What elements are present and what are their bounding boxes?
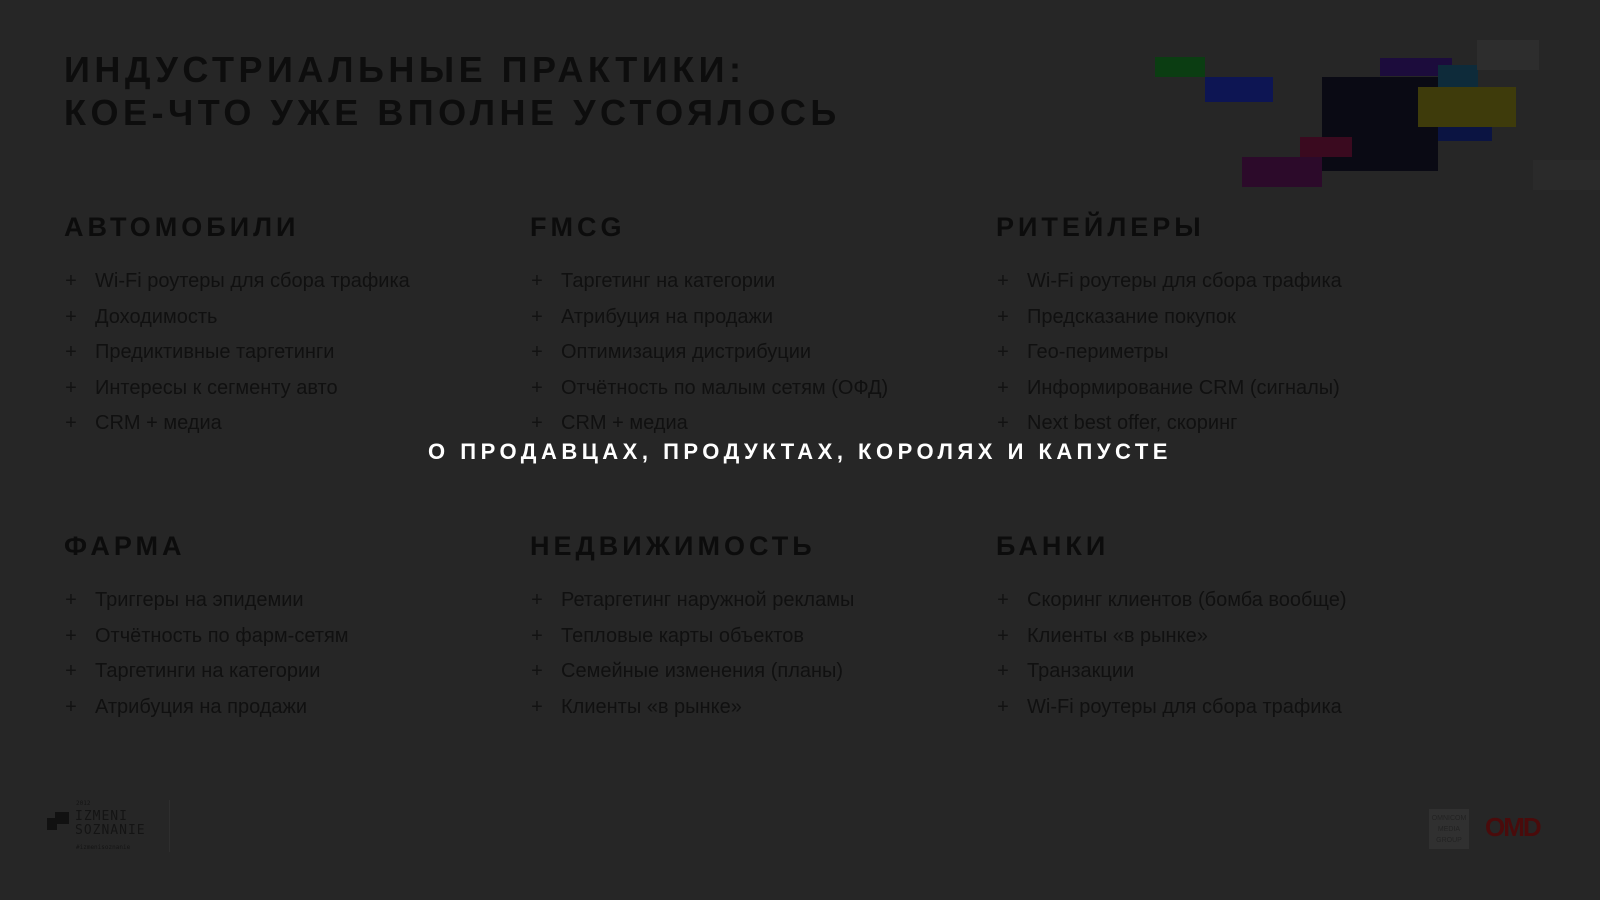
item-text: Тепловые карты объектов [561,624,805,647]
item-text: Таргетинги на категории [95,660,321,682]
list-item [996,305,1436,341]
list-item [64,305,504,341]
list-item [64,269,504,305]
item-text: Отчётность по фарм-сетям [95,624,349,647]
item-text: Доходимость [95,305,218,328]
list-item [64,659,504,695]
item-text: Wi-Fi роутеры для сбора трафика [1027,695,1342,718]
item-text: Интересы к сегменту авто [95,376,338,399]
plus-icon: + [997,412,1009,434]
logo-mark-icon [47,812,69,834]
item-text: Триггеры на эпидемии [95,589,304,611]
section-heading: АВТОМОБИЛИ [64,212,300,242]
plus-icon: + [65,589,77,611]
logo-hashtag: #izmenisoznanie [76,844,131,851]
plus-icon: + [65,695,77,718]
list-item [996,659,1436,695]
list-item [530,695,970,731]
item-text: Wi-Fi роутеры для сбора трафика [1027,270,1342,292]
plus-icon: + [531,695,543,718]
item-text: Таргетинг на категории [561,270,776,292]
logo-small-text: 2012 [76,800,91,807]
section-real-estate [530,530,970,730]
list-item [64,340,504,376]
section-heading: FMCG [530,212,626,242]
plus-icon: + [997,660,1009,682]
item-text: Клиенты «в рынке» [561,695,742,718]
list-item [530,624,970,660]
list-item [530,269,970,305]
plus-icon: + [997,341,1009,363]
plus-icon: + [531,589,543,611]
item-list [996,588,1436,730]
section-banks [996,530,1436,730]
section-heading: РИТЕЙЛЕРЫ [996,212,1205,242]
item-text: Гео-периметры [1027,341,1169,363]
plus-icon: + [997,589,1009,611]
section-fmcg [530,211,970,447]
item-text: CRM + медиа [561,412,688,434]
section-automobiles [64,211,504,447]
list-item [64,588,504,624]
logo-text [75,810,146,838]
item-text: Next best offer, скоринг [1027,412,1238,434]
item-text: Семейные изменения (планы) [561,660,844,682]
list-item [996,376,1436,412]
list-item [64,624,504,660]
item-list [530,269,970,447]
list-item [996,695,1436,731]
item-text: Атрибуция на продажи [561,305,774,328]
item-text: CRM + медиа [95,412,222,434]
list-item [64,376,504,412]
plus-icon: + [65,660,77,682]
logo-line-1: IZMENI [75,809,128,824]
item-list [996,269,1436,447]
plus-icon: + [997,270,1009,292]
list-item [996,624,1436,660]
izmeni-soznanie-logo [47,800,177,860]
item-text: Оптимизация дистрибуции [561,341,812,363]
plus-icon: + [531,412,543,434]
section-retailers [996,211,1436,447]
plus-icon: + [997,695,1009,718]
title-line-2: КОЕ-ЧТО УЖЕ ВПОЛНЕ УСТОЯЛОСЬ [64,92,841,133]
item-text: Клиенты «в рынке» [1027,624,1208,647]
item-text: Wi-Fi роутеры для сбора трафика [95,270,410,292]
item-text: Отчётность по малым сетям (ОФД) [561,376,889,399]
section-pharma [64,530,504,730]
item-text: Атрибуция на продажи [95,695,308,718]
logo-divider [169,800,170,852]
item-text: Транзакции [1027,660,1135,682]
overlay-caption: О ПРОДАВЦАХ, ПРОДУКТАХ, КОРОЛЯХ И КАПУСТЕ [428,439,1172,464]
plus-icon: + [65,270,77,292]
plus-icon: + [65,376,77,399]
omd-logo: OMD [1485,812,1540,842]
list-item [530,588,970,624]
title-line-1: ИНДУСТРИАЛЬНЫЕ ПРАКТИКИ: [64,49,746,90]
plus-icon: + [531,270,543,292]
item-list [64,269,504,447]
list-item [64,695,504,731]
logo-line-2: SOZNANIE [75,823,146,838]
plus-icon: + [531,624,543,647]
plus-icon: + [531,341,543,363]
plus-icon: + [997,624,1009,647]
list-item [530,340,970,376]
section-heading: НЕДВИЖИМОСТЬ [530,531,816,561]
plus-icon: + [65,341,77,363]
item-list [64,588,504,730]
item-text: Информирование CRM (сигналы) [1027,376,1340,399]
plus-icon: + [65,305,77,328]
list-item [996,340,1436,376]
list-item [530,376,970,412]
plus-icon: + [531,376,543,399]
list-item [996,588,1436,624]
omnicom-badge-logo: OMNICOM MEDIA GROUP [1429,809,1469,849]
plus-icon: + [65,412,77,434]
plus-icon: + [997,376,1009,399]
plus-icon: + [531,305,543,328]
section-heading: ФАРМА [64,531,186,561]
item-text: Скоринг клиентов (бомба вообще) [1027,589,1347,611]
page-title [64,48,841,134]
plus-icon: + [997,305,1009,328]
list-item [530,659,970,695]
list-item [996,269,1436,305]
plus-icon: + [65,624,77,647]
plus-icon: + [531,660,543,682]
item-text: Предиктивные таргетинги [95,341,335,363]
item-text: Ретаргетинг наружной рекламы [561,589,855,611]
item-text: Предсказание покупок [1027,305,1236,328]
list-item [530,305,970,341]
item-list [530,588,970,730]
section-heading: БАНКИ [996,531,1110,561]
